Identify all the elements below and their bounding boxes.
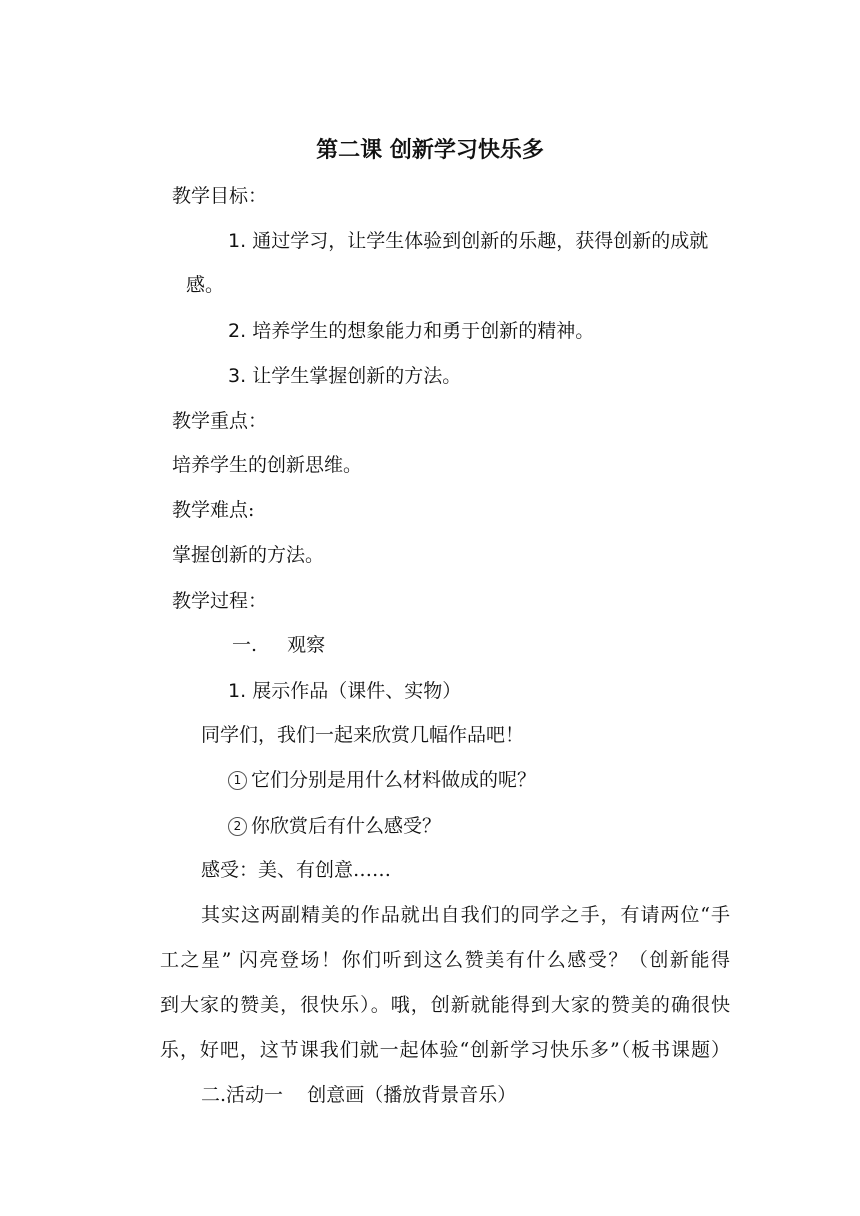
page-title: 第二课 创新学习快乐多 (316, 138, 544, 163)
objectives-heading: 教学目标： (172, 185, 268, 207)
paragraph-line: 工之星” 闪亮登场！你们听到这么赞美有什么感受？（创新能得 (160, 949, 730, 971)
question-text: 它们分别是用什么材料做成的呢？ (251, 769, 537, 791)
section-1-heading (232, 633, 325, 657)
question-text: 你欣赏后有什么感受？ (251, 815, 442, 837)
objective-number: 3. (228, 365, 247, 387)
intro-text: 同学们，我们一起来欣赏几幅作品吧！ (201, 724, 525, 746)
objective-text: 通过学习，让学生体验到创新的乐趣，获得创新的成就 (252, 230, 709, 252)
process-heading: 教学过程： (172, 590, 268, 612)
circled-number: 1 (228, 771, 247, 790)
question-item-1 (228, 768, 536, 792)
objective-item-3 (228, 364, 461, 388)
objective-item-1 (228, 229, 708, 253)
question-item-2 (228, 814, 441, 838)
objective-text: 让学生掌握创新的方法。 (252, 365, 462, 387)
objective-text: 培养学生的想象能力和勇于创新的精神。 (252, 320, 595, 342)
objective-item-1-continuation: 感。 (186, 274, 225, 296)
feeling-text: 感受：美、有创意…… (201, 859, 392, 881)
key-point-text: 培养学生的创新思维。 (172, 454, 363, 476)
step-1 (228, 679, 461, 703)
objective-number: 2. (228, 320, 247, 342)
section-2-heading: 二.活动一 创意画（播放背景音乐） (201, 1084, 517, 1106)
difficulty-text: 掌握创新的方法。 (172, 544, 325, 566)
paragraph-line: 其实这两副精美的作品就出自我们的同学之手，有请两位“手 (201, 904, 730, 926)
section-number: 一. (232, 634, 258, 656)
objective-item-2 (228, 319, 594, 343)
difficulty-heading: 教学难点: (172, 499, 255, 521)
step-number: 1. (228, 680, 247, 702)
objective-number: 1. (228, 230, 247, 252)
section-label: 观察 (287, 634, 326, 656)
paragraph-line: 到大家的赞美，很快乐）。哦，创新就能得到大家的赞美的确很快 (160, 994, 730, 1016)
circled-number: 2 (228, 817, 247, 836)
paragraph-line: 乐，好吧，这节课我们就一起体验“创新学习快乐多”（板书课题） (160, 1039, 730, 1061)
step-text: 展示作品（课件、实物） (252, 680, 462, 702)
key-point-heading: 教学重点： (172, 410, 268, 432)
